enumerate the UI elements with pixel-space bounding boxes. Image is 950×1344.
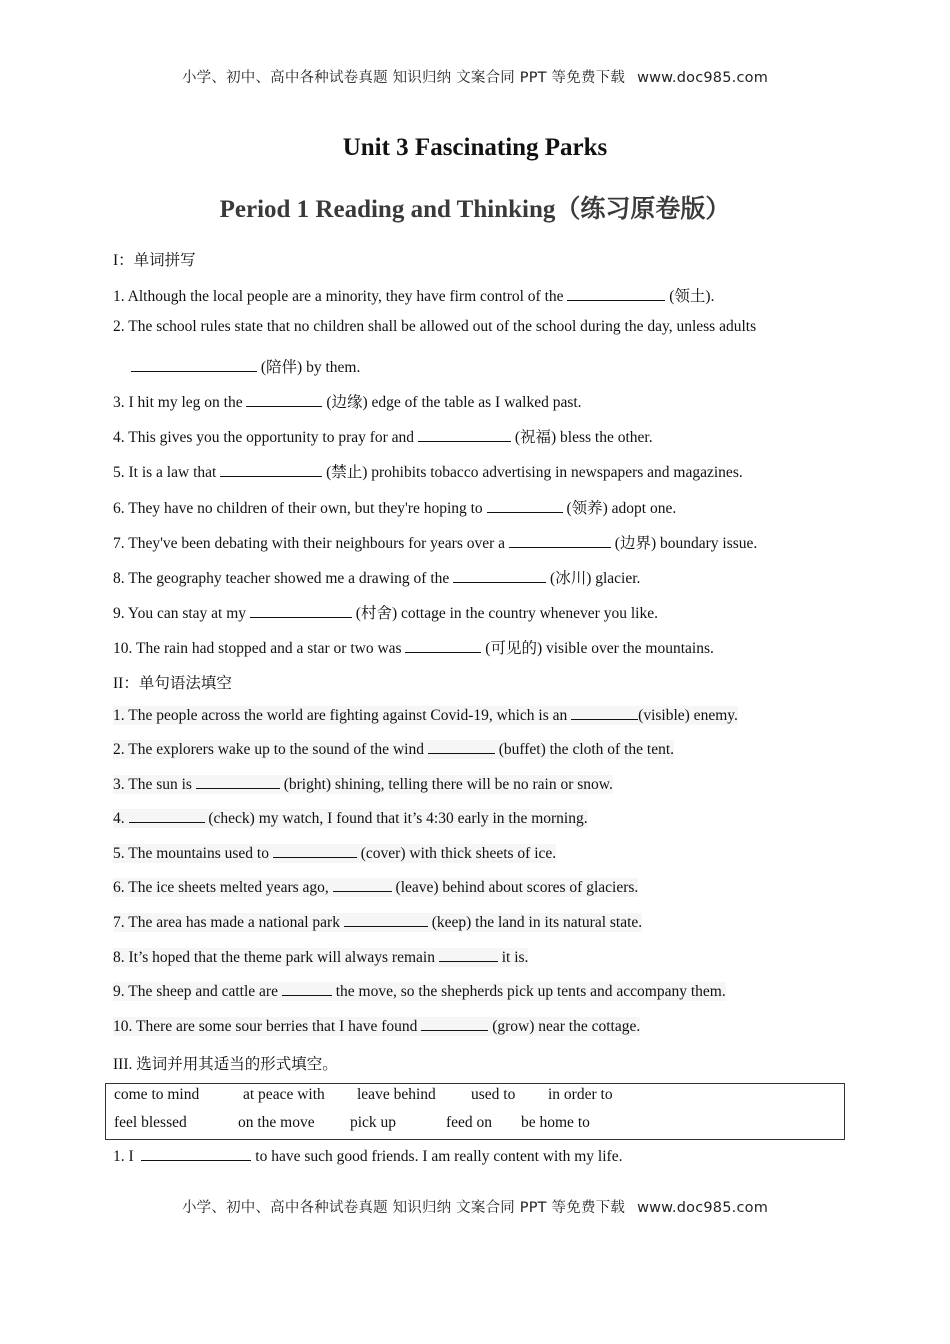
banner-url[interactable]: www.doc985.com [637, 70, 769, 86]
footer-banner [0, 1196, 950, 1217]
sentence-hint: (村舍) cottage in the country whenever you like. [351, 605, 658, 622]
sentence-hint: (bright) shining, telling there will be no rain or snow. [279, 776, 613, 793]
sentence-hint: (check) my watch, I found that it’s 4:30 early in the morning. [204, 810, 588, 827]
word-bank [105, 1083, 845, 1140]
answer-blank[interactable] [250, 604, 352, 618]
answer-blank[interactable] [196, 775, 280, 789]
exercise-2-1 [113, 706, 738, 725]
exercise-2-6 [113, 878, 638, 897]
answer-blank[interactable] [129, 809, 205, 823]
word-option: on the move [238, 1114, 315, 1131]
answer-blank[interactable] [131, 358, 257, 372]
answer-blank[interactable] [421, 1017, 488, 1031]
exercise-1-9 [113, 601, 658, 623]
sentence-text: 6. The ice sheets melted years ago, [113, 879, 333, 896]
answer-blank[interactable] [333, 878, 392, 892]
exercise-2-8 [113, 948, 528, 967]
sentence-text: 2. The explorers wake up to the sound of the wind [113, 741, 428, 758]
answer-blank[interactable] [418, 428, 511, 442]
sentence-text: 7. They've been debating with their neighbours for years over a [113, 535, 509, 552]
exercise-1-1 [113, 284, 714, 306]
sentence-hint: (可见的) visible over the mountains. [481, 640, 714, 657]
period-title: Period 1 Reading and Thinking（练习原卷版） [219, 196, 731, 223]
sentence-text: 1. I [113, 1148, 142, 1165]
exercise-1-10 [113, 636, 714, 658]
sentence-hint: (边界) boundary issue. [610, 535, 758, 552]
sentence-hint: to have such good friends. I am really content with my life. [251, 1148, 623, 1165]
sentence-text: 2. The school rules state that no children shall be allowed out of the school during the day, unless adults [113, 318, 757, 335]
answer-blank[interactable] [141, 1147, 251, 1161]
answer-blank[interactable] [439, 948, 498, 962]
word-option: feed on [446, 1114, 493, 1131]
sentence-hint: (keep) the land in its natural state. [427, 914, 643, 931]
answer-blank[interactable] [344, 913, 428, 927]
sentence-text: 10. The rain had stopped and a star or two was [113, 640, 406, 657]
sentence-text: 4. This gives you the opportunity to pray for and [113, 429, 418, 446]
word-option: used to [471, 1086, 516, 1103]
word-option: be home to [521, 1114, 590, 1131]
exercise-1-6 [113, 496, 676, 518]
sentence-hint: (领养) adopt one. [562, 500, 677, 517]
exercise-2-5 [113, 844, 556, 863]
sentence-text: 10. There are some sour berries that I have found [113, 1018, 422, 1035]
word-option: pick up [350, 1114, 397, 1131]
answer-blank[interactable] [220, 463, 322, 477]
answer-blank[interactable] [246, 393, 322, 407]
exercise-1-2 [113, 318, 756, 336]
answer-blank[interactable] [428, 740, 495, 754]
sentence-text: 9. You can stay at my [113, 605, 250, 622]
answer-blank[interactable] [571, 706, 638, 720]
exercise-2-2 [113, 740, 674, 759]
exercise-2-7 [113, 913, 642, 932]
answer-blank[interactable] [273, 844, 357, 858]
answer-blank[interactable] [453, 569, 546, 583]
word-option: in order to [548, 1086, 613, 1103]
sentence-hint: (leave) behind about scores of glaciers. [391, 879, 639, 896]
exercise-2-4 [113, 809, 588, 828]
sentence-hint: (边缘) edge of the table as I walked past. [322, 394, 582, 411]
sentence-hint: (grow) near the cottage. [488, 1018, 641, 1035]
sentence-hint: (祝福) bless the other. [510, 429, 653, 446]
unit-title: Unit 3 Fascinating Parks [342, 134, 608, 161]
sentence-hint: (禁止) prohibits tobacco advertising in newspapers and magazines. [322, 464, 743, 481]
exercise-1-8 [113, 566, 640, 588]
exercise-3-1 [113, 1147, 622, 1166]
word-option: at peace with [243, 1086, 325, 1103]
banner-url[interactable]: www.doc985.com [637, 1200, 769, 1216]
answer-blank[interactable] [509, 534, 611, 548]
exercise-1-7 [113, 531, 757, 553]
sentence-text: 5. The mountains used to [113, 845, 273, 862]
sentence-text: 3. I hit my leg on the [113, 394, 247, 411]
exercise-2-10 [113, 1017, 640, 1036]
exercise-2-9 [113, 982, 726, 1001]
sentence-hint: (buffet) the cloth of the tent. [494, 741, 675, 758]
sentence-hint: (冰川) glacier. [546, 570, 641, 587]
exercise-1-4 [113, 425, 653, 447]
word-option: come to mind [114, 1086, 200, 1103]
sentence-hint: (visible) enemy. [638, 707, 738, 724]
banner-text: 小学、初中、高中各种试卷真题 知识归纳 文案合同 PPT 等免费下载 [181, 70, 626, 86]
header-banner [0, 66, 950, 87]
sentence-text: 7. The area has made a national park [113, 914, 344, 931]
section-1-heading: I：单词拼写 [113, 252, 196, 269]
sentence-hint: (cover) with thick sheets of ice. [356, 845, 557, 862]
sentence-hint: (陪伴) by them. [257, 359, 361, 376]
sentence-text: 6. They have no children of their own, but they're hoping to [113, 500, 487, 517]
answer-blank[interactable] [567, 287, 665, 301]
banner-text: 小学、初中、高中各种试卷真题 知识归纳 文案合同 PPT 等免费下载 [181, 1200, 626, 1216]
sentence-text: 4. [113, 810, 129, 827]
sentence-text: 5. It is a law that [113, 464, 221, 481]
exercise-1-5 [113, 460, 743, 482]
word-option: feel blessed [114, 1114, 187, 1131]
exercise-2-3 [113, 775, 613, 794]
word-option: leave behind [357, 1086, 436, 1103]
sentence-hint: it is. [497, 949, 529, 966]
exercise-1-3 [113, 390, 582, 412]
section-2-heading: II：单句语法填空 [113, 675, 232, 692]
sentence-text: 3. The sun is [113, 776, 196, 793]
sentence-hint: the move, so the shepherds pick up tents and accompany them. [331, 983, 726, 1000]
sentence-text: 8. It’s hoped that the theme park will always remain [113, 949, 439, 966]
sentence-hint: (领土). [665, 288, 715, 305]
answer-blank[interactable] [405, 639, 481, 653]
sentence-text: 1. The people across the world are fighting against Covid-19, which is an [113, 707, 572, 724]
sentence-text: 1. Although the local people are a minority, they have firm control of the [113, 288, 568, 305]
answer-blank[interactable] [282, 982, 332, 996]
section-3-heading: III. 选词并用其适当的形式填空。 [113, 1056, 338, 1073]
exercise-1-2-cont [131, 355, 360, 377]
sentence-text: 9. The sheep and cattle are [113, 983, 282, 1000]
answer-blank[interactable] [487, 499, 563, 513]
sentence-text: 8. The geography teacher showed me a drawing of the [113, 570, 454, 587]
